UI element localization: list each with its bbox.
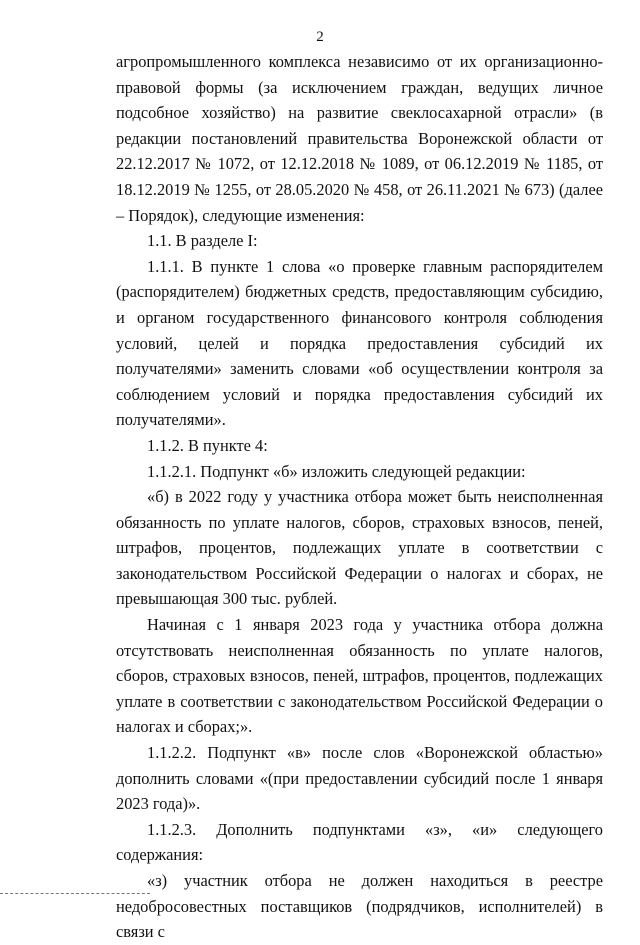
paragraph-1-1-1: 1.1.1. В пункте 1 слова «о проверке главным распорядителем (распорядителем) бюджетных средств, предоставляющим субсидию, и органом государственного финансового контроля соблюдения условий, целей и порядка предоставления субсидий их получателями» заменить словами «об осуществлении контроля за соблюдением условий и порядка предоставления субсидий их получателями».	[116, 256, 603, 430]
paragraph-1-1-2-2: 1.1.2.2. Подпункт «в» после слов «Воронежской областью» дополнить словами «(при предоставлении субсидий после 1 января 2023 года)».	[116, 743, 603, 814]
footer-rule	[0, 893, 150, 894]
paragraph-1-1: 1.1. В разделе I:	[147, 231, 258, 251]
paragraph-1-1-2-3: 1.1.2.3. Дополнить подпунктами «з», «и» следующего содержания:	[116, 819, 603, 865]
paragraph-from-2023: Начиная с 1 января 2023 года у участника отбора должна отсутствовать неисполненная обязанность по уплате налогов, сборов, страховых взносов, пеней, штрафов, процентов, подлежащих уплате в соответствии с законодательством Российской Федерации о налогах и сборах;».	[116, 615, 603, 737]
paragraph-intro-continuation: агропромышленного комплекса независимо от их организационно-правовой формы (за исключением граждан, ведущих личное подсобное хозяйство) на развитие свеклосахарной отрасли» (в редакции постановлений правительства Воронежской области от 22.12.2017 № 1072, от 12.12.2018 № 1089, от 06.12.2019 № 1185, от 18.12.2019 № 1255, от 28.05.2020 № 458, от 26.11.2021 № 673) (далее – Порядок), следующие изменения:	[116, 52, 603, 225]
paragraph-1-1-2-1: 1.1.2.1. Подпункт «б» изложить следующей редакции:	[147, 461, 526, 481]
document-body	[116, 49, 603, 945]
paragraph-subitem-z: «з) участник отбора не должен находиться в реестре недобросовестных поставщиков (подрядчиков, исполнителей) в связи с	[116, 871, 603, 942]
paragraph-subitem-b: «б) в 2022 году у участника отбора может быть неисполненная обязанность по уплате налогов, сборов, страховых взносов, пеней, штрафов, процентов, подлежащих уплате в соответствии с законодательством Российской Федерации о налогах и сборах, не превышающая 300 тыс. рублей.	[116, 487, 603, 609]
paragraph-1-1-2: 1.1.2. В пункте 4:	[147, 435, 268, 455]
page-number: 2	[316, 29, 324, 45]
